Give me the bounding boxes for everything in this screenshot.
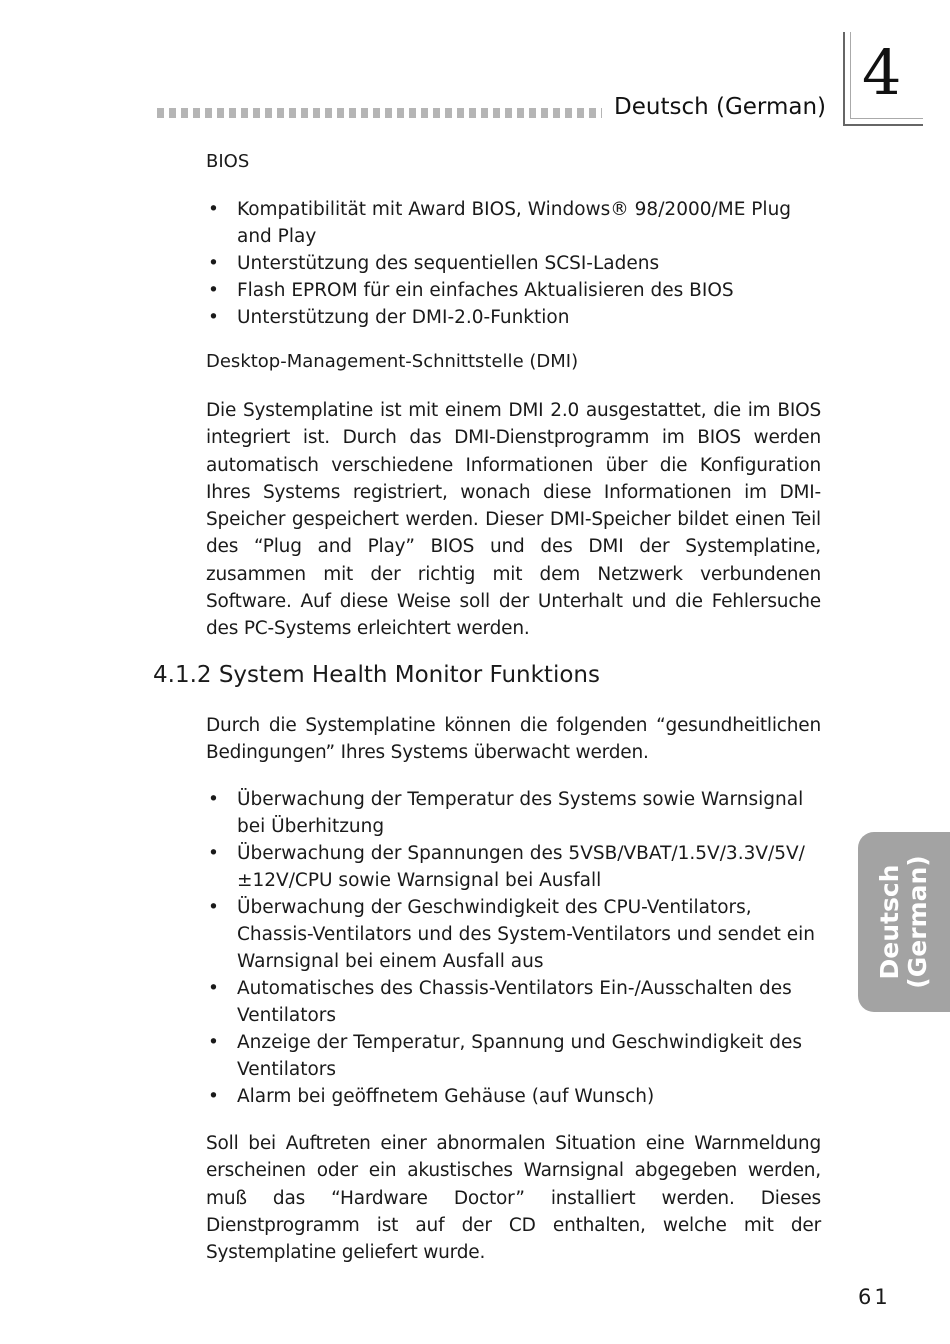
header-dot-rule xyxy=(157,108,602,118)
chapter-number: 4 xyxy=(862,36,902,109)
list-item: • Unterstützung der DMI-2.0-Funktion xyxy=(206,304,821,331)
side-tab-line2: (German) xyxy=(903,855,932,989)
dmi-heading: Desktop-Management-Schnittstelle (DMI) xyxy=(206,351,579,372)
health-monitor-intro: Durch die Systemplatine können die folgenden “gesundheitlichen Bedingungen” Ihres Systems überwacht werden. xyxy=(206,715,821,764)
list-item: • Flash EPROM für ein einfaches Aktualisieren des BIOS xyxy=(206,277,821,304)
dmi-paragraph: Die Systemplatine ist mit einem DMI 2.0 ausgestattet, die im BIOS integriert ist. Durch das DMI-Dienstprogramm im BIOS werden automatisch verschiedene Informationen über die Konfiguration Ihres Systems registriert, wonach diese Informationen im DMI-Speicher gespeichert werden. Dieser DMI-Speicher bildet einen Teil des “Plug and Play” BIOS und des DMI der Systemplatine, zusammen mit der richtig mit dem Netzwerk verbundenen Software. Auf diese Weise soll der Unterhalt und die Fehlersuche des PC-Systems erleichtert werden. xyxy=(206,400,821,640)
section-heading-4-1-2: 4.1.2 System Health Monitor Funktions xyxy=(153,662,600,688)
bios-feature-list xyxy=(206,196,821,331)
list-item: • Kompatibilität mit Award BIOS, Windows® 98/2000/ME Plug and Play xyxy=(206,196,821,250)
running-header-title: Deutsch (German) xyxy=(614,94,827,120)
hardware-doctor-paragraph: Soll bei Auftreten einer abnormalen Situation eine Warnmeldung erscheinen oder ein akustisches Warnsignal abgegeben werden, muß das “Hardware Doctor” installiert werden. Dieses Dienstprogramm ist auf der CD enthalten, welche mit der Systemplatine geliefert wurde. xyxy=(206,1133,821,1264)
health-monitor-feature-list xyxy=(206,786,821,1110)
list-item: • Überwachung der Spannungen des 5VSB/VBAT/1.5V/3.3V/5V/ ±12V/CPU sowie Warnsignal bei Ausfall xyxy=(206,840,821,894)
list-item: • Überwachung der Geschwindigkeit des CPU-Ventilators, Chassis-Ventilators und des System-Ventilators und sendet ein Warnsignal bei einem Ausfall aus xyxy=(206,894,821,975)
language-side-tab xyxy=(858,832,950,1012)
list-item: • Unterstützung des sequentiellen SCSI-Ladens xyxy=(206,250,821,277)
list-item: • Automatisches des Chassis-Ventilators Ein-/Ausschalten des Ventilators xyxy=(206,975,821,1029)
page-number: 61 xyxy=(858,1285,891,1309)
list-item: • Alarm bei geöffnetem Gehäuse (auf Wunsch) xyxy=(206,1083,821,1110)
side-tab-line1: Deutsch xyxy=(875,864,904,980)
bios-heading: BIOS xyxy=(206,151,250,172)
list-item: • Anzeige der Temperatur, Spannung und Geschwindigkeit des Ventilators xyxy=(206,1029,821,1083)
list-item: • Überwachung der Temperatur des Systems sowie Warnsignal bei Überhitzung xyxy=(206,786,821,840)
